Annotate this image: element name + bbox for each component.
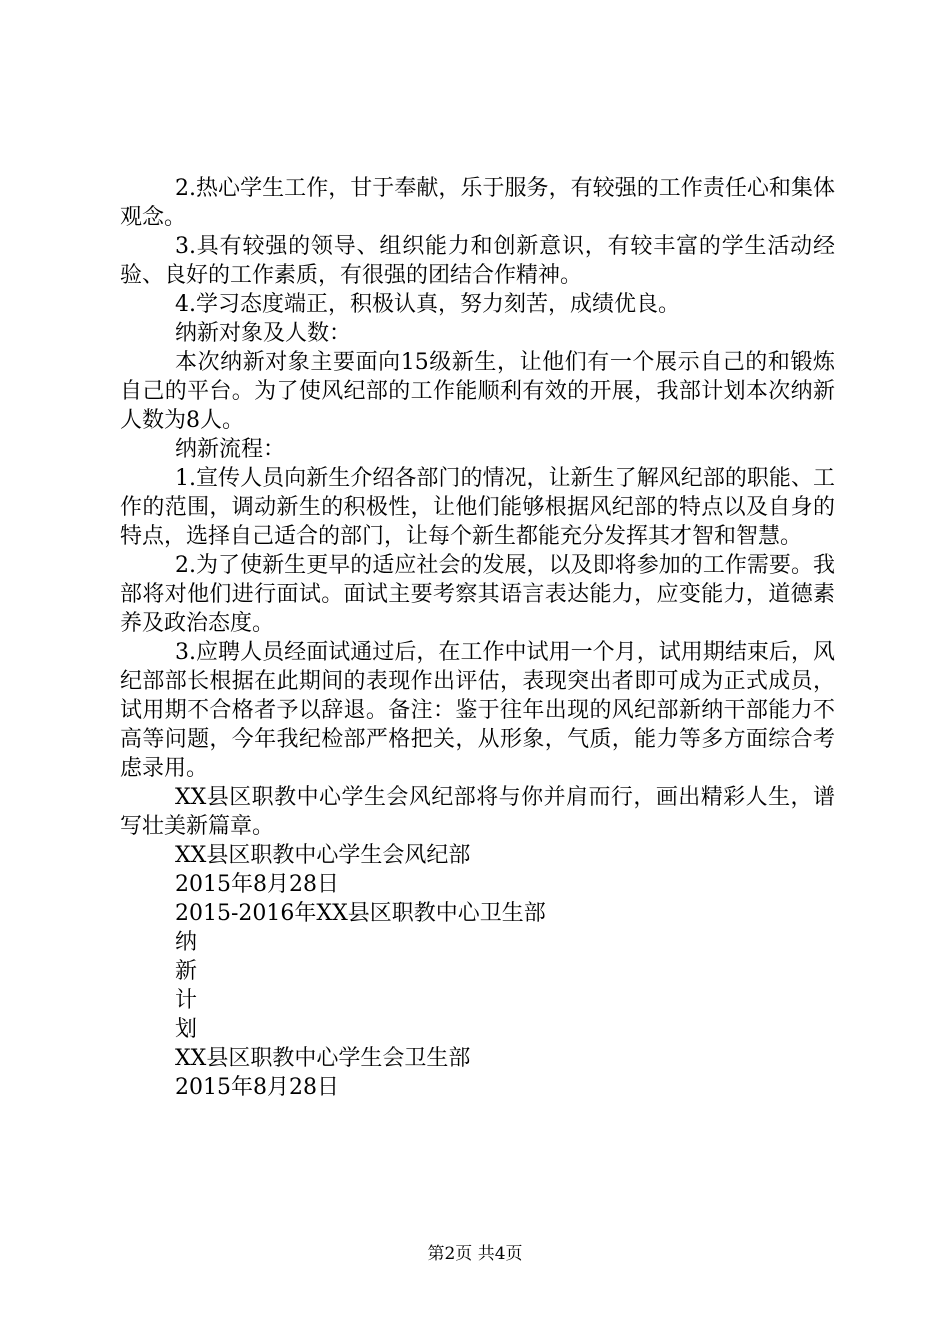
paragraph: 3.具有较强的领导、组织能力和创新意识，有较丰富的学生活动经验、良好的工作素质，有很强的团结合作精神。 [120,234,835,288]
paragraph: 2.热心学生工作，甘于奉献，乐于服务，有较强的工作责任心和集体观念。 [120,176,835,230]
section-heading: 纳新对象及人数： [175,321,352,346]
doc-title-char: 纳 [175,930,198,955]
signature-org: XX县区职教中心学生会风纪部 [175,843,471,868]
document-body [120,174,835,1102]
paragraph: 2.为了使新生更早的适应社会的发展，以及即将参加的工作需要。我部将对他们进行面试。面试主要考察其语言表达能力，应变能力，道德素养及政治态度。 [120,553,835,636]
page-footer: 第2页 共4页 [427,1244,523,1264]
doc-title-char: 计 [175,988,198,1013]
paragraph: XX县区职教中心学生会风纪部将与你并肩而行，画出精彩人生，谱写壮美新篇章。 [120,785,835,839]
signature-date: 2015年8月28日 [175,872,339,897]
paragraph: 3.应聘人员经面试通过后，在工作中试用一个月，试用期结束后，风纪部部长根据在此期间的表现作出评估，表现突出者即可成为正式成员，试用期不合格者予以辞退。备注：鉴于往年出现的风纪部新纳干部能力不高等问题，今年我纪检部严格把关，从形象，气质，能力等多方面综合考虑录用。 [120,640,835,781]
doc-title: 2015-2016年XX县区职教中心卫生部 [175,901,546,926]
paragraph: 1.宣传人员向新生介绍各部门的情况，让新生了解风纪部的职能、工作的范围，调动新生的积极性，让他们能够根据风纪部的特点以及自身的特点，选择自己适合的部门，让每个新生都能充分发挥其才智和智慧。 [120,466,835,549]
paragraph: 本次纳新对象主要面向15级新生，让他们有一个展示自己的和锻炼自己的平台。为了使风纪部的工作能顺利有效的开展，我部计划本次纳新人数为8人。 [120,350,835,433]
issuer-org: XX县区职教中心学生会卫生部 [175,1046,471,1071]
doc-title-char: 划 [175,1017,198,1042]
issuer-date: 2015年8月28日 [175,1075,339,1100]
doc-title-char: 新 [175,959,198,984]
paragraph: 4.学习态度端正，积极认真，努力刻苦，成绩优良。 [175,292,680,317]
section-heading: 纳新流程： [175,437,286,462]
